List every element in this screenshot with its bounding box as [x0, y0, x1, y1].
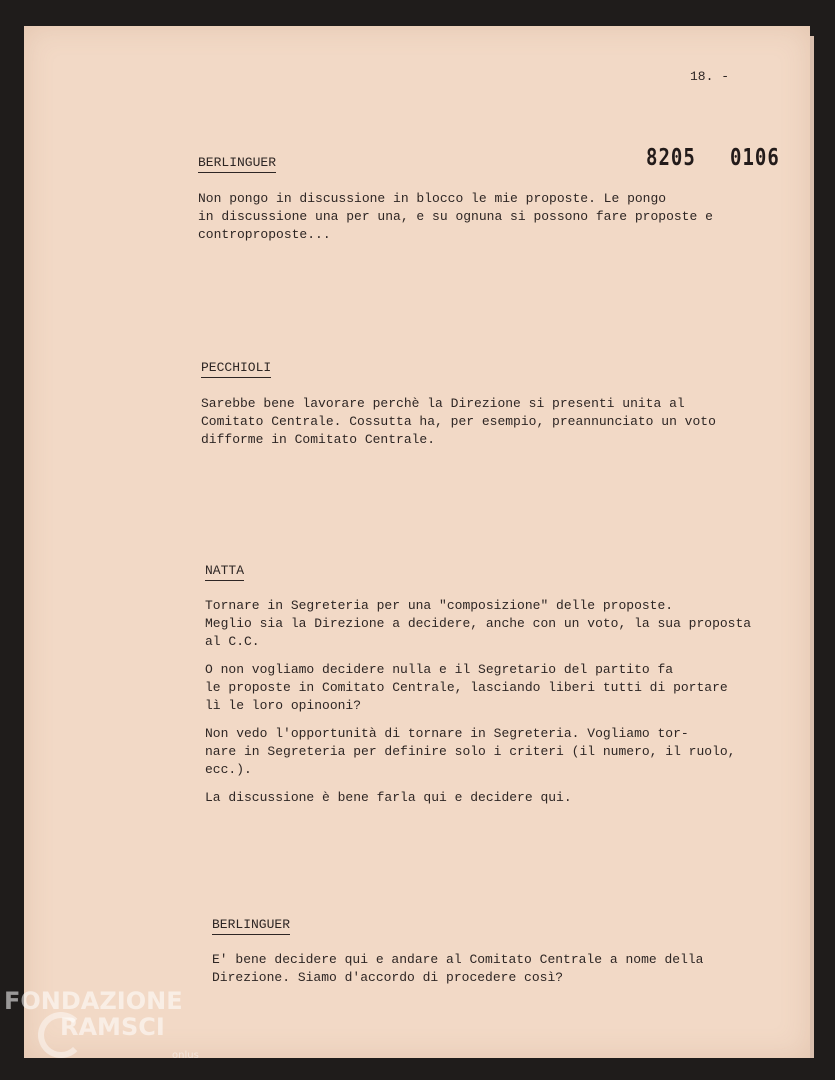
paragraph-line: in discussione una per una, e su ognuna si possono fare proposte e [198, 209, 713, 224]
paragraph-line: Comitato Centrale. Cossutta ha, per esempio, preannunciato un voto [201, 414, 716, 429]
speaker-name: NATTA [205, 563, 244, 581]
paragraph-line: difforme in Comitato Centrale. [201, 432, 436, 447]
archive-stamp-left: 8205 [646, 144, 696, 172]
paragraph-line: Direzione. Siamo d'accordo di procedere così? [212, 970, 564, 985]
paragraph-line: Meglio sia la Direzione a decidere, anche con un voto, la sua proposta [205, 616, 752, 631]
page-number: 18. - [690, 69, 730, 84]
paragraph-line: O non vogliamo decidere nulla e il Segretario del partito fa [205, 662, 674, 677]
speaker-name: BERLINGUER [212, 917, 290, 935]
paragraph-line: controproposte... [198, 227, 331, 242]
fondazione-gramsci-logo [4, 987, 199, 1061]
archive-stamp-right: 0106 [730, 144, 780, 172]
logo-suffix: onlus [172, 1050, 199, 1061]
paragraph-line: Non vedo l'opportunità di tornare in Segreteria. Vogliamo tor- [205, 726, 689, 741]
page-edge [810, 36, 814, 1058]
paragraph-line: La discussione è bene farla qui e decidere qui. [205, 790, 572, 805]
logo-line-1: FONDAZIONE [4, 987, 183, 1015]
paragraph-line: nare in Segreteria per definire solo i criteri (il numero, il ruolo, [205, 744, 736, 759]
paragraph-line: Non pongo in discussione in blocco le mie proposte. Le pongo [198, 191, 667, 206]
paragraph-line: al C.C. [205, 634, 260, 649]
logo-line-2: RAMSCI [60, 1013, 165, 1041]
paragraph-line: ecc.). [205, 762, 252, 777]
document-page [24, 26, 810, 1058]
speaker-name: BERLINGUER [198, 155, 276, 173]
paragraph-line: le proposte in Comitato Centrale, lasciando liberi tutti di portare [205, 680, 728, 695]
paragraph-line: Tornare in Segreteria per una "composizione" delle proposte. [205, 598, 674, 613]
paragraph-line: E' bene decidere qui e andare al Comitato Centrale a nome della [212, 952, 704, 967]
speaker-name: PECCHIOLI [201, 360, 271, 378]
logo-g-icon [38, 1012, 84, 1058]
paragraph-line: Sarebbe bene lavorare perchè la Direzione si presenti unita al [201, 396, 685, 411]
paragraph-line: lì le loro opinooni? [205, 698, 362, 713]
